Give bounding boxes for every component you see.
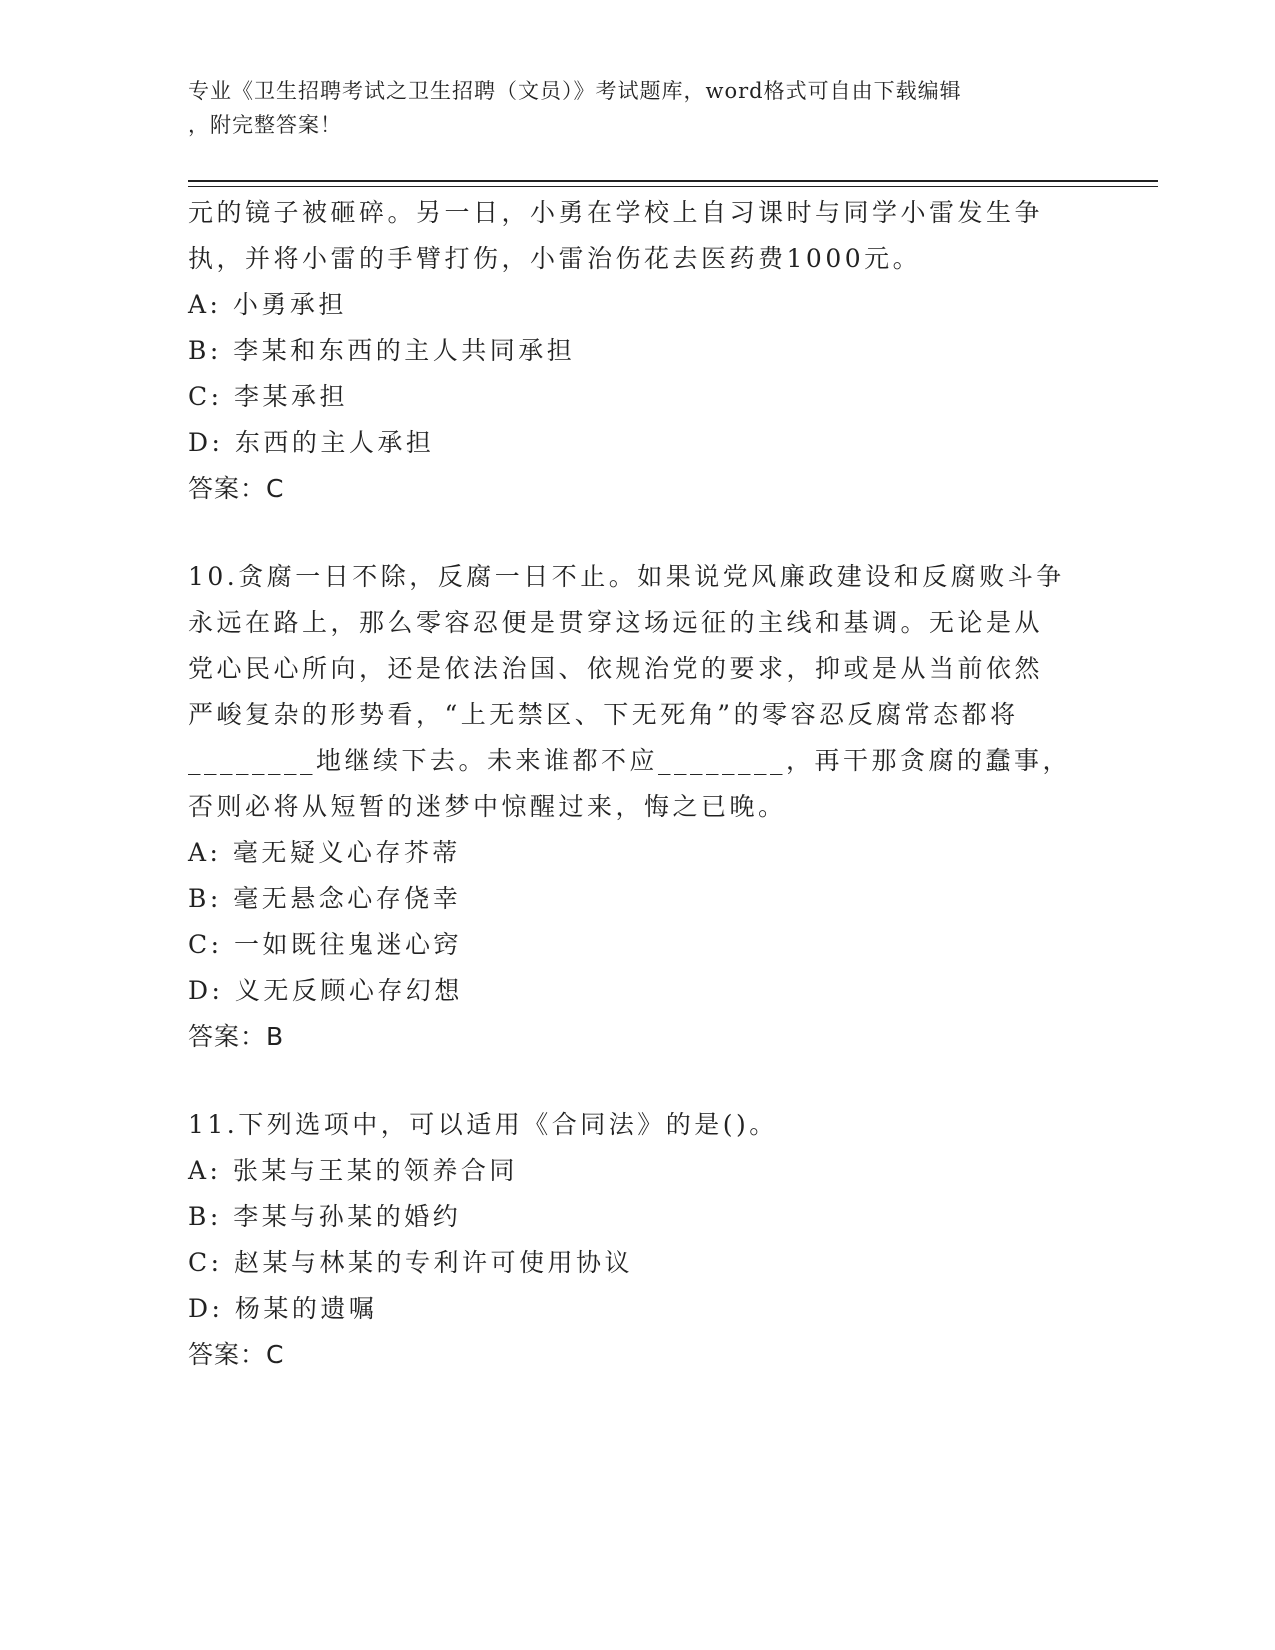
question-content bbox=[188, 190, 1088, 1378]
option-a: A: 毫无疑义心存芥蒂 bbox=[188, 838, 461, 867]
option-b: B: 毫无悬念心存侥幸 bbox=[188, 884, 462, 913]
question-text-line: 11.下列选项中，可以适用《合同法》的是()。 bbox=[188, 1110, 778, 1139]
option-a: A: 小勇承担 bbox=[188, 290, 347, 319]
question-text-line: ________地继续下去。未来谁都不应________，再干那贪腐的蠢事， bbox=[188, 746, 1072, 775]
option-c: C: 一如既往鬼迷心窍 bbox=[188, 930, 462, 959]
question-9 bbox=[188, 190, 1088, 512]
option-b: B: 李某和东西的主人共同承担 bbox=[188, 336, 576, 365]
option-c: C: 赵某与林某的专利许可使用协议 bbox=[188, 1248, 633, 1277]
answer-label: 答案：C bbox=[188, 1340, 285, 1369]
option-d: D: 杨某的遗嘱 bbox=[188, 1294, 378, 1323]
option-d: D: 义无反顾心存幻想 bbox=[188, 976, 463, 1005]
question-text-line: 10.贪腐一日不除，反腐一日不止。如果说党风廉政建设和反腐败斗争 bbox=[188, 562, 1065, 591]
option-c: C: 李某承担 bbox=[188, 382, 348, 411]
header-line-2: ，附完整答案！ bbox=[188, 113, 342, 137]
header-divider-thin bbox=[188, 186, 1158, 187]
question-text-line: 永远在路上，那么零容忍便是贯穿这场远征的主线和基调。无论是从 bbox=[188, 608, 1044, 637]
question-text-line: 执，并将小雷的手臂打伤，小雷治伤花去医药费1000元。 bbox=[188, 244, 922, 273]
option-d: D: 东西的主人承担 bbox=[188, 428, 435, 457]
header-divider-thick bbox=[188, 180, 1158, 182]
question-spacer bbox=[188, 512, 1088, 554]
answer-label: 答案：C bbox=[188, 474, 285, 503]
document-header bbox=[188, 74, 1068, 142]
option-a: A: 张某与王某的领养合同 bbox=[188, 1156, 518, 1185]
header-line-1: 专业《卫生招聘考试之卫生招聘（文员）》考试题库，word格式可自由下载编辑 bbox=[188, 79, 962, 103]
option-b: B: 李某与孙某的婚约 bbox=[188, 1202, 462, 1231]
question-10 bbox=[188, 554, 1088, 1060]
question-text-line: 否则必将从短暂的迷梦中惊醒过来，悔之已晚。 bbox=[188, 792, 787, 821]
question-spacer bbox=[188, 1060, 1088, 1102]
question-text-line: 元的镜子被砸碎。另一日，小勇在学校上自习课时与同学小雷发生争 bbox=[188, 198, 1044, 227]
answer-label: 答案：B bbox=[188, 1022, 285, 1051]
question-11 bbox=[188, 1102, 1088, 1378]
question-text-line: 严峻复杂的形势看，“上无禁区、下无死角”的零容忍反腐常态都将 bbox=[188, 700, 1019, 729]
question-text-line: 党心民心所向，还是依法治国、依规治党的要求，抑或是从当前依然 bbox=[188, 654, 1044, 683]
